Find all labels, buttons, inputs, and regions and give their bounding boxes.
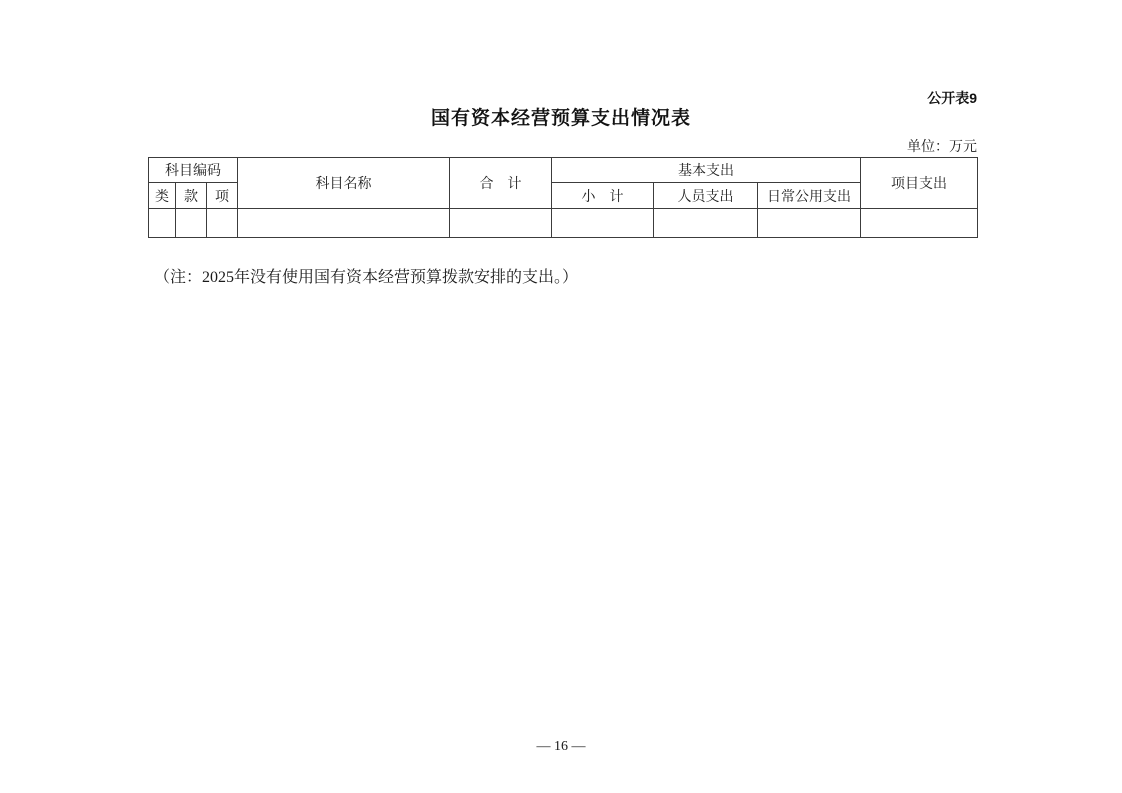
cell-daily-public (758, 209, 861, 238)
header-basic-expenditure: 基本支出 (552, 158, 861, 183)
cell-subject-name (238, 209, 450, 238)
header-project-expenditure: 项目支出 (861, 158, 978, 209)
budget-table (148, 157, 978, 238)
header-code-item: 项 (207, 183, 238, 209)
header-code-section: 款 (176, 183, 207, 209)
page-title: 国有资本经营预算支出情况表 (430, 108, 691, 129)
cell-code-class (149, 209, 176, 238)
header-total: 合 计 (450, 158, 552, 209)
unit-label: 单位：万元 (907, 140, 977, 155)
note-text: （注：2025年没有使用国有资本经营预算拨款安排的支出。） (154, 269, 579, 286)
header-daily-public: 日常公用支出 (758, 183, 861, 209)
cell-code-item (207, 209, 238, 238)
header-subject-name: 科目名称 (238, 158, 450, 209)
header-code-class: 类 (149, 183, 176, 209)
header-personnel: 人员支出 (654, 183, 758, 209)
cell-code-section (176, 209, 207, 238)
cell-subtotal (552, 209, 654, 238)
header-subtotal: 小 计 (552, 183, 654, 209)
page-number: — 16 — (536, 739, 586, 754)
cell-total (450, 209, 552, 238)
cell-personnel (654, 209, 758, 238)
table-tag: 公开表9 (927, 90, 977, 106)
table-header-row-1 (149, 158, 978, 183)
header-subject-code: 科目编码 (149, 158, 238, 183)
cell-project (861, 209, 978, 238)
table-row (149, 209, 978, 238)
